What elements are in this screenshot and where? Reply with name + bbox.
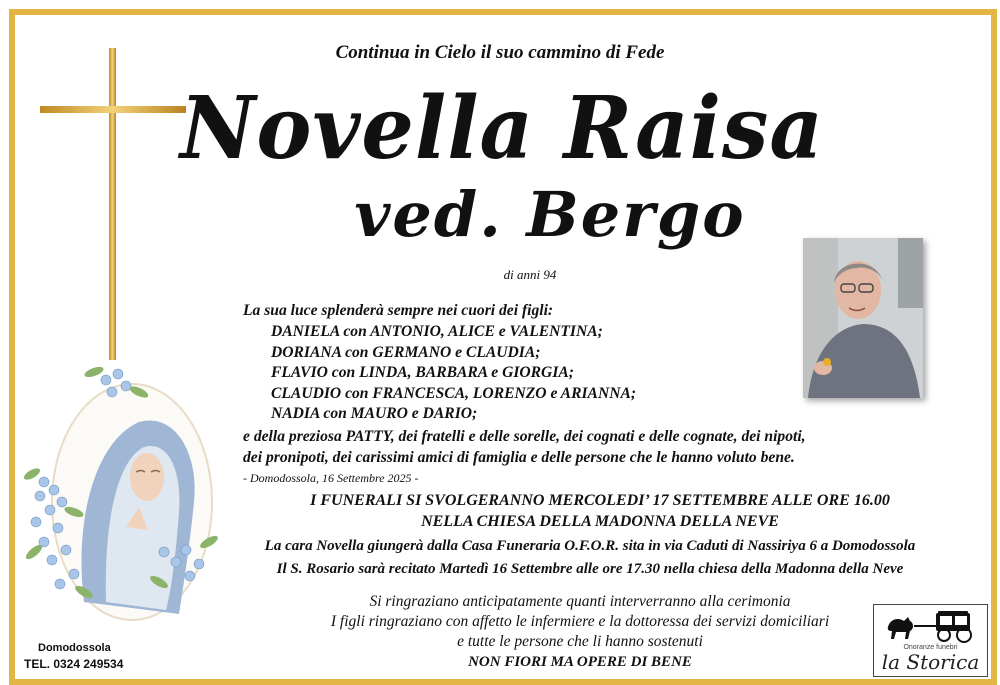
widow-of: ved. Bergo [354,178,746,251]
relatives-line: dei pronipoti, dei carissimi amici di famiglia e delle persone che le hanno voluto bene. [243,448,795,466]
arrival-notice: La cara Novella giungerà dalla Casa Funeraria O.F.O.R. sita in via Caduti di Nassiriya 6 a Domodossola [264,538,916,554]
child-line: NADIA con MAURO e DARIO; [271,405,478,423]
motto: Continua in Cielo il suo cammino di Fede [335,42,665,63]
relatives-line: e della preziosa PATTY, dei fratelli e delle sorelle, dei cognati e delle cognate, dei nipoti, [243,428,806,445]
child-line: DANIELA con ANTONIO, ALICE e VALENTINA; [271,323,603,340]
logo-tagline: Onoranze funebri [903,644,958,651]
child-line: CLAUDIO con FRANCESCA, LORENZO e ARIANNA; [271,384,637,402]
children-list [271,322,636,425]
cross-icon [40,48,186,360]
logo-name: la Storica [881,650,980,674]
thanks [200,592,960,652]
deceased-name: Novella Raisa [180,78,824,179]
funeral-home-logo [873,604,988,677]
child-line: DORIANA con GERMANO e CLAUDIA; [271,343,541,361]
funeral-announcement [200,490,1000,532]
child-line: FLAVIO con LINDA, BARBARA e GIORGIA; [271,364,574,382]
thanks-line: Si ringraziano anticipatamente quanti interverranno alla cerimonia [369,593,791,610]
contact-city: Domodossola [38,642,111,654]
age: di anni 94 [503,267,557,282]
thanks-line: e tutte le persone che li hanno sostenuti [457,633,703,650]
contact-phone: TEL. 0324 249534 [24,657,124,671]
closing-note: NON FIORI MA OPERE DI BENE [468,654,692,670]
portrait-photo [803,238,923,398]
funeral-line: NELLA CHIESA DELLA MADONNA DELLA NEVE [421,513,779,530]
horse-carriage-icon [874,605,987,645]
family-intro: La sua luce splenderà sempre nei cuori dei figli: [243,302,554,319]
place-date: - Domodossola, 16 Settembre 2025 - [243,471,419,485]
funeral-line: I FUNERALI SI SVOLGERANNO MERCOLEDI’ 17 SETTEMBRE ALLE ORE 16.00 [310,492,890,509]
relatives [243,427,806,468]
rosary-notice: Il S. Rosario sarà recitato Martedì 16 Settembre alle ore 17.30 nella chiesa della Madonna della Neve [276,561,904,577]
thanks-line: I figli ringraziano con affetto le infermiere e la dottoressa dei servizi domiciliari [330,613,830,630]
